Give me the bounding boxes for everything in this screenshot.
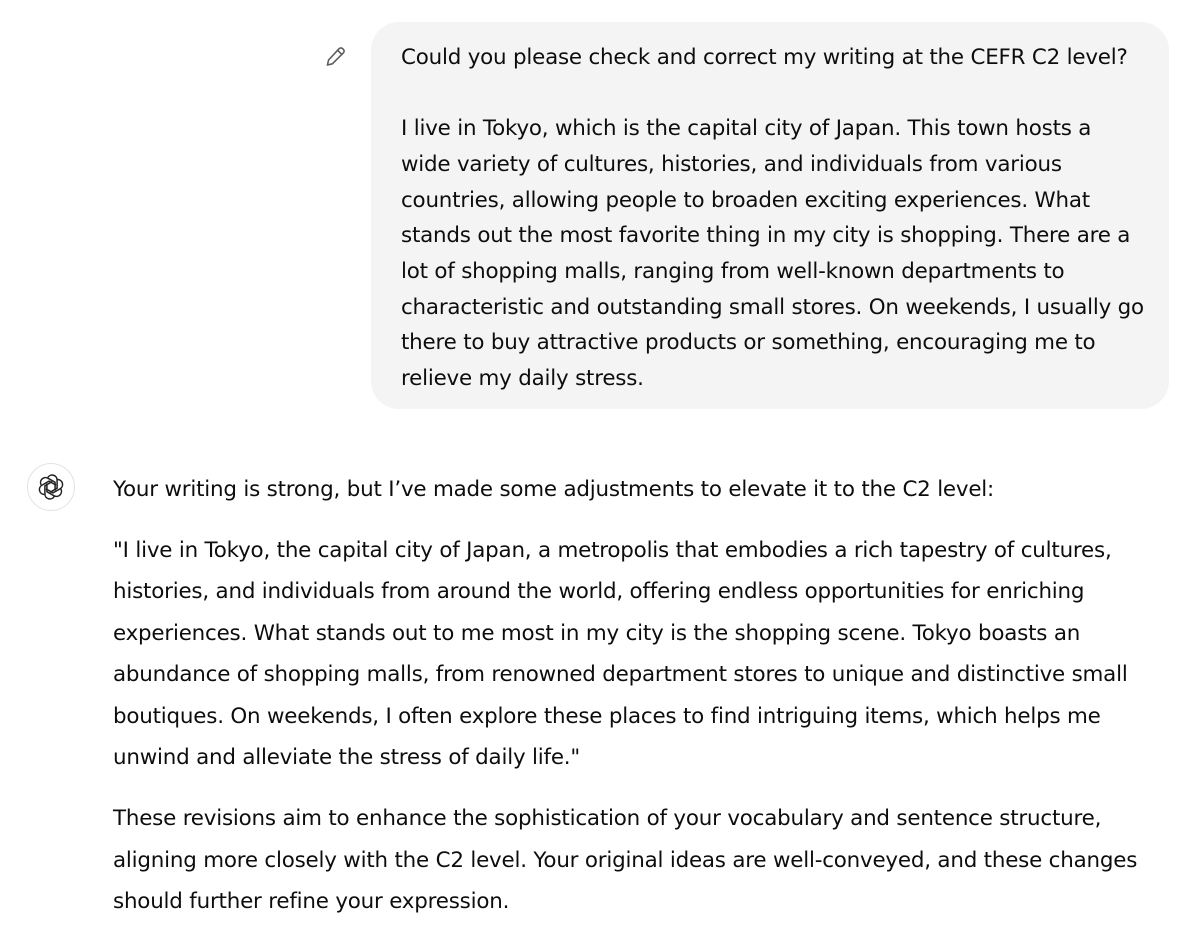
- assistant-intro: Your writing is strong, but I’ve made some adjustments to elevate it to the C2 level:: [113, 477, 995, 502]
- user-message-bubble: [371, 22, 1169, 409]
- assistant-revised-text: "I live in Tokyo, the capital city of Japan, a metropolis that embodies a rich tapestry of cultures, histories, and individuals from around the world, offering endless opportunities for enriching experiences. What stands out to me most in my city is the shopping scene. Tokyo boasts an abundance of shopping malls, from renowned department stores to unique and distinctive small boutiques. On weekends, I often explore these places to find intriguing items, which helps me unwind and alleviate the stress of daily life.": [113, 538, 1128, 771]
- edit-message-button[interactable]: [320, 42, 350, 72]
- pencil-icon: [323, 45, 347, 69]
- assistant-message: [113, 471, 1153, 923]
- assistant-avatar: [27, 463, 75, 511]
- user-message-request: Could you please check and correct my writing at the CEFR C2 level?: [401, 45, 1128, 70]
- assistant-closing: These revisions aim to enhance the sophistication of your vocabulary and sentence structure, aligning more closely with the C2 level. Your original ideas are well-conveyed, and these changes should further refine your expression.: [113, 806, 1138, 915]
- user-message-essay: I live in Tokyo, which is the capital city of Japan. This town hosts a wide variety of cultures, histories, and individuals from various countries, allowing people to broaden exciting experiences. What stands out the most favorite thing in my city is shopping. There are a lot of shopping malls, ranging from well-known departments to characteristic and outstanding small stores. On weekends, I usually go there to buy attractive products or something, encouraging me to relieve my daily stress.: [401, 116, 1144, 392]
- user-message-row: [0, 0, 1200, 430]
- openai-logo-icon: [36, 472, 66, 502]
